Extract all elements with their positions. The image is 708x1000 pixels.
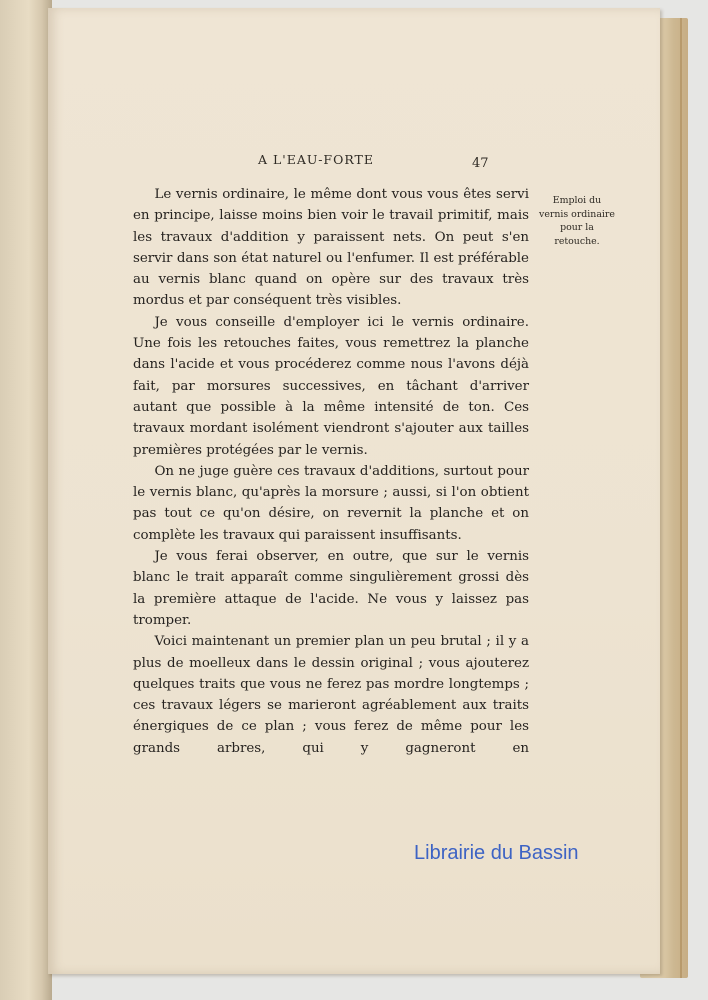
bookseller-watermark: Librairie du Bassin: [414, 842, 579, 864]
body-text: [133, 184, 529, 759]
previous-page-edge: [0, 0, 52, 1000]
page-number: 47: [472, 156, 489, 171]
paragraph-1: Le vernis ordinaire, le même dont vous vous êtes servi en principe, laisse moins bien voir le travail primitif, mais les travaux d'addition y paraissent nets. On peut s'en servir dans son état naturel ou l'enfumer. Il est préférable au vernis blanc quand on opère sur des travaux très mordus et par conséquent très visibles.: [133, 187, 529, 309]
book-page: [48, 8, 660, 974]
running-head: A L'EAU-FORTE: [258, 152, 375, 167]
marginal-note: Emploi du vernis ordinaire pour la retouche.: [539, 195, 615, 247]
paragraph-2: Je vous conseille d'employer ici le vernis ordinaire. Une fois les retouches faites, vous remettrez la planche dans l'acide et vous procéderez comme nous l'avons déjà fait, par morsures successives, en tâchant d'arriver autant que possible à la même intensité de ton. Ces travaux mordant isolément viendront s'ajouter aux tailles premières protégées par le vernis.: [133, 314, 529, 458]
paragraph-4: Je vous ferai observer, en outre, que sur le vernis blanc le trait apparaît comme singulièrement grossi dès la première attaque de l'acide. Ne vous y laissez pas tromper.: [133, 549, 529, 628]
paragraph-5: Voici maintenant un premier plan un peu brutal ; il y a plus de moelleux dans le dessin original ; vous ajouterez quelques traits que vous ne ferez pas mordre longtemps ; ces travaux légers se marieront agréablement aux traits énergiques de ce plan ; vous ferez de même pour les grands arbres, qui y gagneront en: [133, 634, 529, 756]
paragraph-3: On ne juge guère ces travaux d'additions, surtout pour le vernis blanc, qu'après la morsure ; aussi, si l'on obtient pas tout ce qu'on désire, on revernit la planche et on complète les travaux qui paraissent insuffisants.: [133, 463, 529, 543]
